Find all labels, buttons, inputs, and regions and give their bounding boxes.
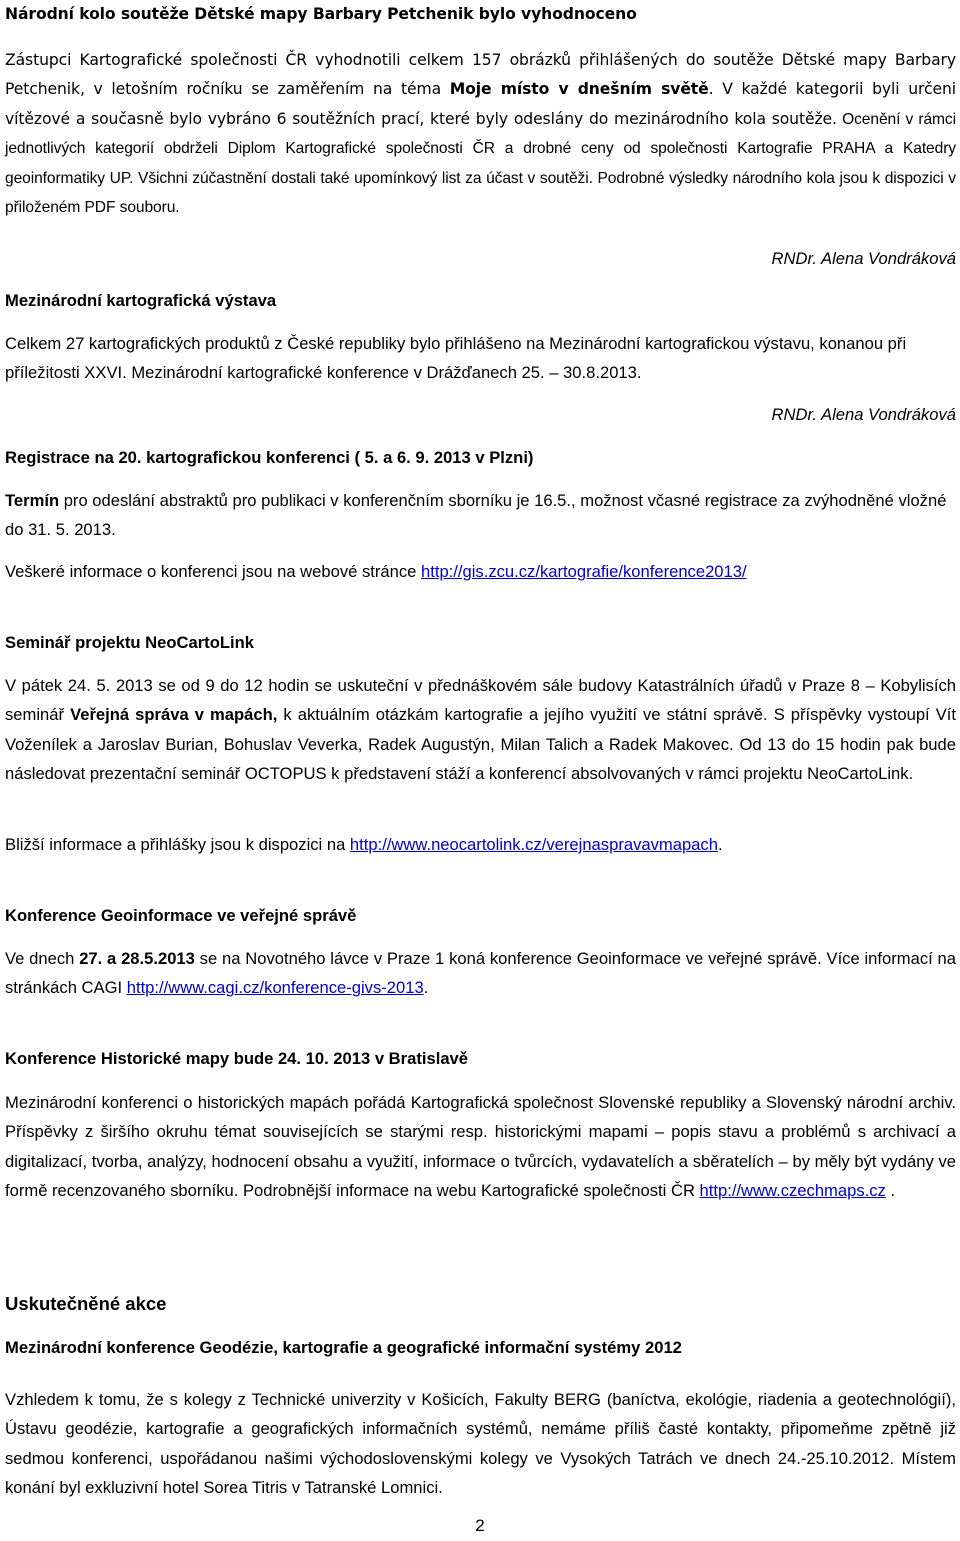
heading-neocartolink: Seminář projektu NeoCartoLink [5,633,254,652]
paragraph-petchenik [5,46,956,222]
text-span: . [717,835,723,854]
heading-exhibition: Mezinárodní kartografická výstava [5,291,277,310]
text-span: Ocenění v rámci jednotlivých kategorií obdrželi Diplom Kartografické společnosti ČR a drobné ceny od společnosti Kartografie PRAHA a Katedry geoinformatiky UP. Všichni zúčastnění dostali také upomínkový list za účast v soutěži. Podrobné výsledky národního kola jsou k dispozici v přiloženém PDF souboru. [5,110,956,217]
paragraph-geoinformace [5,944,956,1003]
neocartolink-link[interactable]: http://www.neocartolink.cz/verejnaspravavmapach [349,835,718,854]
text-span: . V každé kategorii byli určeni vítězové a současně bylo vybráno 6 soutěžních prací, které byly odeslány do mezinárodního kola soutěže. [5,80,956,128]
conference-link[interactable]: http://gis.zcu.cz/kartografie/konference2013/ [421,562,747,581]
text-span: Bližší informace a přihlášky jsou k dispozici na [5,835,350,854]
paragraph-conference-info [5,557,956,586]
page-number: 2 [475,1516,485,1535]
text-span: Zástupci Kartografické společnosti ČR vyhodnotili celkem 157 obrázků přihlášených do soutěže Dětské mapy Barbary Petchenik, v letošním ročníku se zaměřením na téma [5,51,956,99]
heading-geoinformace: Konference Geoinformace ve veřejné správě [5,906,357,925]
text-span: se na Novotného lávce v Praze 1 koná konference Geoinformace ve veřejné správě. Více informací na stránkách CAGI [5,949,956,998]
text-span: pro odeslání abstraktů pro publikaci v konferenčním sborníku je 16.5., možnost včasné registrace za zvýhodněné vložné do 31. 5. 2013. [5,491,947,540]
paragraph-historic-maps [5,1088,956,1206]
subheading-conference-2012: Mezinárodní konference Geodézie, kartografie a geografické informační systémy 2012 [5,1338,682,1357]
text-span: Veškeré informace o konferenci jsou na webové stránce [5,562,421,581]
heading-past-events: Uskutečněné akce [5,1293,167,1314]
bold-topic: Moje místo v dnešním světě [449,80,709,99]
paragraph-conference-2012: Vzhledem k tomu, že s kolegy z Technické univerzity v Košicích, Fakulty BERG (baníctva, ekológie, riadenia a geotechnológií), Ústavu geodézie, kartografie a geografických informačních systémů, nemáme příliš časté kontakty, připomeňme zpětně již sedmou konferenci, uspořádanou našimi východoslovenskými kolegy ve Vysokých Tatrách ve dnech 24.-25.10.2012. Místem konání byl exkluzivní hotel Sorea Titris v Tatranské Lomnici. [5,1390,956,1498]
term-label: Termín [5,491,60,510]
text-span: Mezinárodní konferenci o historických mapách pořádá Kartografická společnost Slovenské republiky a Slovenský národní archiv. Příspěvky z širšího okruhu témat souvisejících se starými resp. historickými mapami – popis stavu a problémů s archivací a digitalizací, tvorba, analýzy, hodnocení obsahu a využití, informace o tvůrcích, vydavatelích a sběratelích – by měly být vydány ve formě recenzovaného sborníku. Podrobnější informace na webu Kartografické společnosti ČR [5,1093,956,1201]
text-span: . [885,1181,896,1201]
paragraph-deadline [5,486,956,545]
czechmaps-link[interactable]: http://www.czechmaps.cz [699,1181,886,1201]
text-span: . [423,978,429,998]
author-signature: RNDr. Alena Vondráková [771,249,956,268]
heading-registration: Registrace na 20. kartografickou konferenci ( 5. a 6. 9. 2013 v Plzni) [5,448,534,467]
text-span: k aktuálním otázkám kartografie a jejího využití ve státní správě. S příspěvky vystoupí Vít Voženílek a Jaroslav Burian, Bohuslav Veverka, Radek Augustýn, Milan Talich a Radek Makovec. Od 13 do 15 hodin pak bude následovat prezentační seminář OCTOPUS k představení stáží a konferencí absolvovaných v rámci projektu NeoCartoLink. [5,705,957,784]
bold-dates: 27. a 28.5.2013 [79,949,195,968]
cagi-link[interactable]: http://www.cagi.cz/konference-givs-2013 [126,978,424,998]
paragraph-seminar-more [5,830,956,859]
text-span: V pátek 24. 5. 2013 se od 9 do 12 hodin se uskuteční v přednáškovém sále budovy Katastrálních úřadů v Praze 8 – Kobylisích seminář [5,676,956,725]
paragraph-exhibition: Celkem 27 kartografických produktů z České republiky bylo přihlášeno na Mezinárodní kartografickou výstavu, konanou při příležitosti XXVI. Mezinárodní kartografické konference v Drážďanech 25. – 30.8.2013. [5,334,907,383]
author-signature: RNDr. Alena Vondráková [771,405,956,424]
bold-seminar-title: Veřejná správa v mapách, [70,705,278,725]
text-span: Ve dnech [5,949,80,968]
heading-historic-maps: Konference Historické mapy bude 24. 10. 2013 v Bratislavě [5,1049,469,1068]
paragraph-seminar [5,671,956,789]
heading-petchenik: Národní kolo soutěže Dětské mapy Barbary Petchenik bylo vyhodnoceno [5,5,637,23]
